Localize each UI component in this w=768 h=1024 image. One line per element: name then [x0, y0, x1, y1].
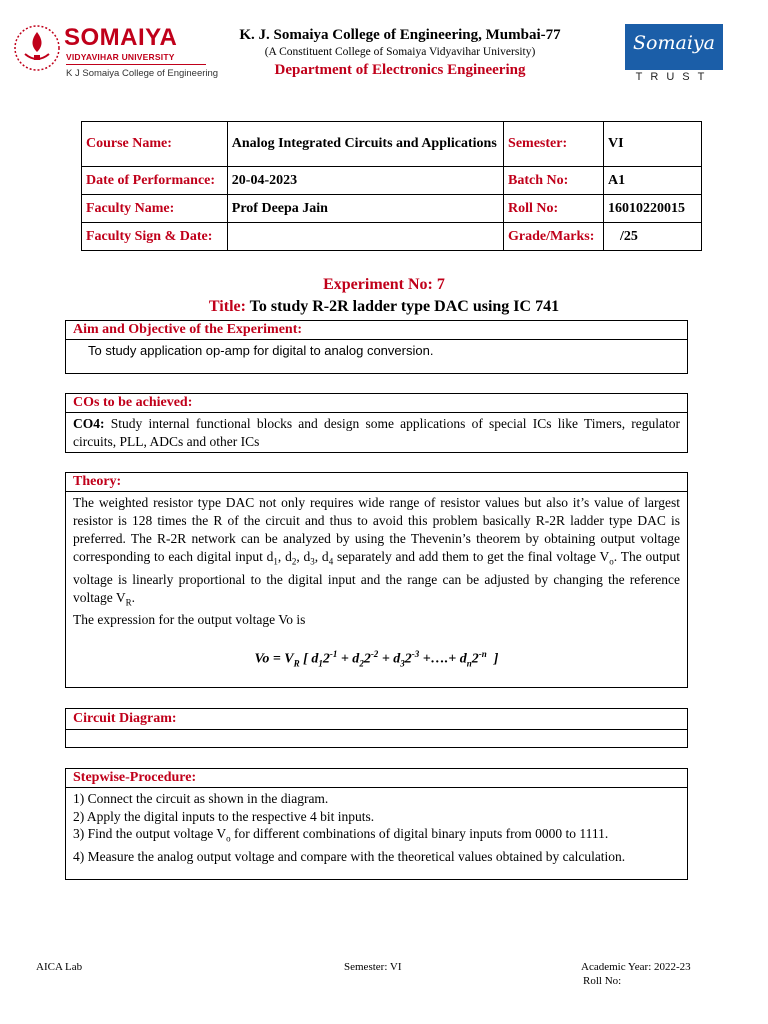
- procedure-step: 4) Measure the analog output voltage and compare with the theoretical values obtained by calculation.: [73, 849, 626, 865]
- title-text: To study R-2R ladder type DAC using IC 741: [249, 298, 560, 315]
- experiment-number: Experiment No: 7: [323, 276, 445, 293]
- circuit-heading: Circuit Diagram:: [66, 709, 687, 730]
- circuit-section: [65, 708, 688, 748]
- grade-value: /25: [604, 223, 702, 251]
- sign-label: Faculty Sign & Date:: [82, 223, 228, 251]
- department-name: Department of Electronics Engineering: [274, 62, 526, 78]
- faculty-value: Prof Deepa Jain: [227, 195, 503, 223]
- aim-section: [65, 320, 688, 374]
- cos-body: [66, 413, 687, 453]
- procedure-step: 3) Find the output voltage $V_o$ for different combinations of digital binary inputs from 0000 to 1111.: [73, 826, 609, 844]
- theory-para1: The weighted resistor type DAC not only requires wide range of resistor values but also it’s value of largest resistor is 128 times the R of the circuit and thus to avoid this problem basically R-2R ladder type DAC is preferred. The R-2R network can be analyzed by using the Thevenin’s theorem by obtaining output voltage corresponding to each digital input d: [73, 495, 680, 564]
- sign-value: [227, 223, 503, 251]
- footer-lab: AICA Lab: [36, 961, 83, 973]
- cos-heading: COs to be achieved:: [66, 394, 687, 413]
- procedure-step: 1) Connect the circuit as shown in the diagram.: [73, 791, 329, 806]
- college-subtitle: (A Constituent College of Somaiya Vidyavihar University): [264, 46, 536, 58]
- footer-roll: Roll No:: [583, 975, 622, 987]
- procedure-section: [65, 768, 688, 880]
- batch-label: Batch No:: [504, 167, 604, 195]
- footer-academic-year: Academic Year: 2022-23: [581, 961, 691, 973]
- cos-section: [65, 393, 688, 453]
- footer-semester: Semester: VI: [344, 961, 402, 973]
- aim-heading: Aim and Objective of the Experiment:: [66, 321, 687, 340]
- faculty-label: Faculty Name:: [82, 195, 228, 223]
- grade-label: Grade/Marks:: [504, 223, 604, 251]
- experiment-title: [0, 298, 768, 316]
- theory-para2: The expression for the output voltage Vo is: [73, 612, 306, 628]
- logo-university: VIDYAVIHAR UNIVERSITY: [66, 52, 175, 62]
- college-name: K. J. Somaiya College of Engineering, Mumbai-77: [239, 27, 561, 43]
- title-prefix: Title:: [208, 298, 246, 315]
- output-voltage-formula: $Vo = V_R$ [ $d_12^{-1} + d_22^{-2} + d_32^{-3}$ +….+ $d_n2^{-n}$ ]: [254, 649, 499, 669]
- procedure-step-text: 3) Find the output voltage V: [73, 826, 227, 841]
- date-label: Date of Performance:: [82, 167, 228, 195]
- semester-label: Semester:: [504, 122, 604, 167]
- somaiya-emblem-icon: [12, 22, 62, 74]
- semester-value: VI: [604, 122, 702, 167]
- cos-text: Study internal functional blocks and design some applications of special ICs like Timers, regulator circuits, PLL, ADCs and other ICs: [73, 416, 681, 449]
- course-info-table: [81, 121, 702, 251]
- cos-code: CO4:: [73, 416, 105, 431]
- roll-value: 16010220015: [604, 195, 702, 223]
- procedure-list: [66, 788, 687, 868]
- procedure-heading: Stepwise-Procedure:: [66, 769, 687, 788]
- course-name-label: Course Name:: [82, 122, 228, 167]
- logo-college: K J Somaiya College of Engineering: [66, 68, 219, 79]
- date-value: 20-04-2023: [227, 167, 503, 195]
- roll-label: Roll No:: [504, 195, 604, 223]
- course-name-value: Analog Integrated Circuits and Applications: [227, 122, 503, 167]
- batch-value: A1: [604, 167, 702, 195]
- theory-body: The weighted resistor type DAC not only requires wide range of resistor values but also it’s value of largest resistor is 128 times the R of the circuit and thus to avoid this problem basically R-2R ladder type DAC is preferred. The R-2R network can be analyzed by using the Thevenin’s theorem by obtaining output voltage corresponding to each digital input $d_1$, $d_2$, $d_3$, $d_4$ separately and add them to get the final voltage $V_o$. The output voltage is linearly proportional to the digital input and the range can be adjusted by changing the reference voltage $V_R$. The expression for the output voltage Vo is $Vo = V_R$ [ $d_12^{-1} + d_22^{-2} + d_32^{-3}$ +….+ $d_n2^{-n}$ ]: [66, 492, 687, 675]
- trust-logo-word: Somaiya: [633, 32, 715, 54]
- theory-section: [65, 472, 688, 688]
- logo-brand: SOMAIYA: [64, 24, 178, 51]
- theory-heading: Theory:: [66, 473, 687, 492]
- aim-text: To study application op-amp for digital to analog conversion.: [88, 343, 434, 358]
- trust-logo-label: TRUST: [635, 71, 713, 83]
- procedure-step: 2) Apply the digital inputs to the respective 4 bit inputs.: [73, 808, 375, 824]
- logo-divider: [66, 64, 206, 65]
